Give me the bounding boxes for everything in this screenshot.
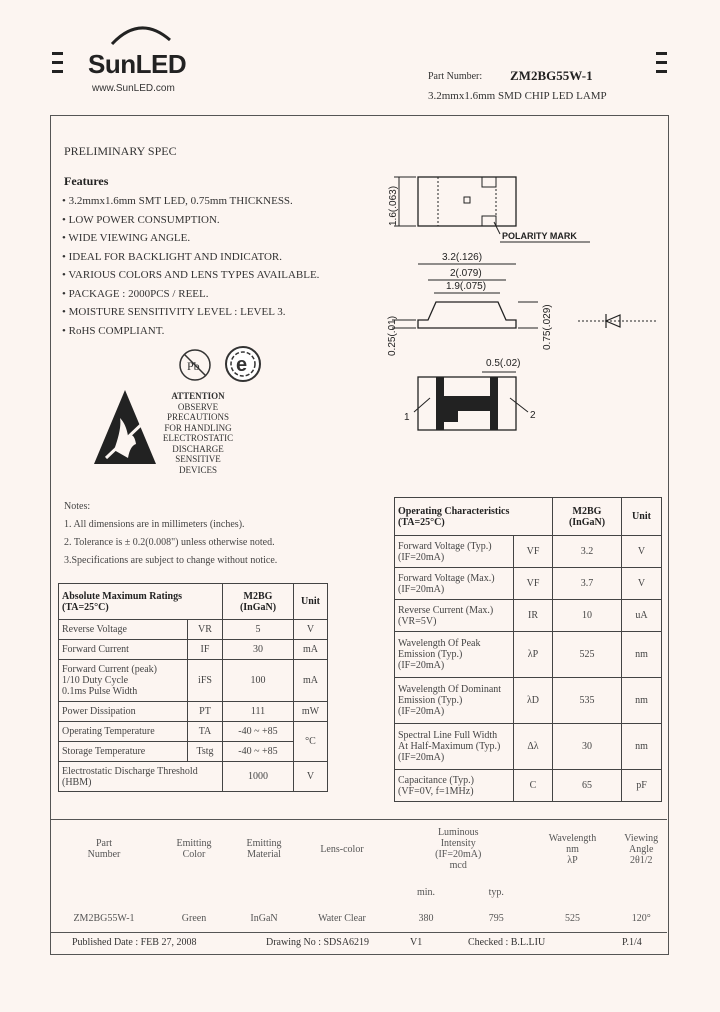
unit: mA bbox=[294, 640, 328, 660]
op-title-line1: Operating Characteristics bbox=[398, 505, 510, 517]
param-line: Forward Current (peak) bbox=[62, 664, 157, 675]
features-list bbox=[62, 192, 319, 340]
esd-line: FOR HANDLING bbox=[164, 422, 232, 433]
col-wave-line: λP bbox=[567, 854, 578, 866]
param-line: Capacitance (Typ.) bbox=[398, 774, 474, 786]
param bbox=[59, 762, 223, 792]
row-min: 380 bbox=[418, 912, 434, 924]
param-line: At Half-Maximum (Typ.) bbox=[398, 741, 501, 752]
param-line: 1/10 Duty Cycle bbox=[62, 675, 129, 686]
abs-col-sub: (InGaN) bbox=[239, 601, 277, 613]
feature-item: • PACKAGE : 2000PCS / REEL. bbox=[62, 285, 319, 304]
col-color-line: Emitting bbox=[176, 838, 212, 849]
eco-rohs-icon bbox=[224, 345, 262, 383]
diode-symbol-icon bbox=[576, 313, 658, 329]
unit: V bbox=[622, 536, 662, 568]
col-lum-line: Luminous bbox=[437, 827, 479, 838]
param: Operating Temperature bbox=[59, 722, 188, 742]
pin-1-label: 1 bbox=[404, 412, 410, 423]
col-part-line: Part bbox=[95, 838, 113, 849]
note-item: 1. All dimensions are in millimeters (inches). bbox=[64, 519, 245, 530]
col-wave-line: Wavelength bbox=[548, 832, 597, 844]
abs-col-label: M2BG bbox=[243, 590, 273, 602]
symbol: TA bbox=[188, 722, 223, 742]
table-row bbox=[52, 908, 666, 928]
logo-swoosh-icon bbox=[110, 20, 172, 46]
param-line: Wavelength Of Peak bbox=[398, 638, 481, 649]
package-drawing bbox=[370, 160, 665, 460]
param: Power Dissipation bbox=[59, 702, 188, 722]
col-lum-line: Intensity bbox=[440, 838, 476, 849]
col-lum-line: mcd bbox=[449, 860, 467, 871]
row-part: ZM2BG55W-1 bbox=[73, 912, 135, 924]
param-line: (VR=5V) bbox=[398, 615, 437, 627]
symbol: Tstg bbox=[188, 742, 223, 762]
pb-text: Pb bbox=[187, 359, 200, 373]
header-bar-left-1 bbox=[52, 52, 63, 55]
param-line: Electrostatic Discharge Threshold bbox=[62, 765, 198, 777]
min-label: min. bbox=[417, 886, 436, 898]
esd-line: ELECTROSTATIC bbox=[162, 433, 234, 443]
param-line: (IF=20mA) bbox=[398, 752, 445, 763]
abs-max-title-line2: (TA=25°C) bbox=[62, 601, 109, 613]
param bbox=[395, 568, 514, 600]
row-color: Green bbox=[181, 912, 207, 924]
part-number-label: Part Number: bbox=[428, 71, 483, 82]
col-material bbox=[232, 822, 296, 876]
unit: V bbox=[622, 568, 662, 600]
col-color bbox=[156, 822, 232, 876]
subtitle: 3.2mmx1.6mm SMD CHIP LED LAMP bbox=[428, 90, 607, 102]
symbol: VF bbox=[514, 536, 553, 568]
dim-3-2: 3.2(.126) bbox=[442, 252, 483, 263]
page-number: P.1/4 bbox=[622, 937, 642, 948]
feature-item: • MOISTURE SENSITIVITY LEVEL : LEVEL 3. bbox=[62, 303, 319, 322]
param-line: Reverse Current (Max.) bbox=[398, 604, 494, 616]
part-table-top-line bbox=[50, 819, 667, 820]
col-view-line: Viewing bbox=[624, 832, 659, 844]
param bbox=[395, 678, 514, 724]
param bbox=[395, 724, 514, 770]
op-char-col-m2bg bbox=[553, 498, 622, 536]
drawing-number: Drawing No : SDSA6219 bbox=[266, 937, 370, 948]
symbol: λD bbox=[514, 678, 553, 724]
unit: pF bbox=[622, 770, 662, 802]
typ-label: typ. bbox=[488, 886, 504, 898]
feature-item: • RoHS COMPLIANT. bbox=[62, 322, 319, 341]
param bbox=[59, 660, 188, 702]
symbol: C bbox=[514, 770, 553, 802]
op-title-line2: (TA=25°C) bbox=[398, 516, 445, 528]
value: 100 bbox=[223, 660, 294, 702]
param-line: (HBM) bbox=[62, 776, 92, 788]
symbol: VR bbox=[188, 620, 223, 640]
value: -40 ~ +85 bbox=[223, 722, 294, 742]
value: 3.2 bbox=[553, 536, 622, 568]
row-lens: Water Clear bbox=[318, 912, 366, 924]
value: 5 bbox=[223, 620, 294, 640]
polarity-label: POLARITY MARK bbox=[502, 231, 577, 241]
feature-item: • VARIOUS COLORS AND LENS TYPES AVAILABLE. bbox=[62, 266, 319, 285]
param: Forward Current bbox=[59, 640, 188, 660]
abs-max-title-line1: Absolute Maximum Ratings bbox=[62, 590, 183, 602]
unit: mW bbox=[294, 702, 328, 722]
row-material: InGaN bbox=[250, 912, 278, 924]
part-table bbox=[52, 822, 666, 928]
abs-max-col-unit: Unit bbox=[294, 584, 328, 620]
feature-item: • 3.2mmx1.6mm SMT LED, 0.75mm THICKNESS. bbox=[62, 192, 319, 211]
abs-max-table bbox=[58, 583, 328, 792]
value: 1000 bbox=[223, 762, 294, 792]
param-line: Spectral Line Full Width bbox=[398, 730, 498, 741]
value: 65 bbox=[553, 770, 622, 802]
param bbox=[395, 770, 514, 802]
op-col-label: M2BG bbox=[572, 505, 602, 517]
value: 3.7 bbox=[553, 568, 622, 600]
row-angle: 120° bbox=[631, 912, 651, 924]
header-bar-left-2 bbox=[52, 61, 63, 64]
symbol: IR bbox=[514, 600, 553, 632]
value: 525 bbox=[553, 632, 622, 678]
esd-line: OBSERVE PRECAUTIONS bbox=[166, 401, 229, 422]
param-line: Forward Voltage (Typ.) bbox=[398, 540, 492, 552]
param-line: (IF=20mA) bbox=[398, 706, 445, 717]
param-line: (IF=20mA) bbox=[398, 551, 445, 563]
symbol: PT bbox=[188, 702, 223, 722]
pin-2-label: 2 bbox=[530, 410, 536, 421]
value: -40 ~ +85 bbox=[223, 742, 294, 762]
param: Reverse Voltage bbox=[59, 620, 188, 640]
dim-0-5: 0.5(.02) bbox=[486, 358, 521, 369]
spec-title: PRELIMINARY SPEC bbox=[64, 144, 177, 158]
unit: °C bbox=[294, 722, 328, 762]
header-bar-right-1 bbox=[656, 52, 667, 55]
col-view-line: Angle bbox=[629, 843, 654, 855]
esd-line: SENSITIVE bbox=[175, 454, 221, 464]
dim-0-25: 0.25(.01) bbox=[387, 315, 398, 356]
note-item: 2. Tolerance is ± 0.2(0.008") unless otherwise noted. bbox=[64, 537, 275, 548]
param-line: Forward Voltage (Max.) bbox=[398, 572, 495, 584]
op-col-sub: (InGaN) bbox=[568, 516, 606, 528]
dim-height: 1.6(.063) bbox=[388, 185, 399, 226]
symbol: IF bbox=[188, 640, 223, 660]
param bbox=[395, 600, 514, 632]
unit: nm bbox=[622, 724, 662, 770]
symbol: iFS bbox=[188, 660, 223, 702]
feature-item: • LOW POWER CONSUMPTION. bbox=[62, 211, 319, 230]
header-bar-left-3 bbox=[52, 70, 63, 73]
abs-max-col-m2bg bbox=[223, 584, 294, 620]
col-material-line: Material bbox=[247, 849, 281, 860]
col-view-line: 2θ1/2 bbox=[629, 854, 653, 866]
param-line: Wavelength Of Dominant bbox=[398, 684, 502, 695]
abs-max-title bbox=[59, 584, 223, 620]
param-line: (IF=20mA) bbox=[398, 583, 445, 595]
col-part-line: Number bbox=[87, 849, 121, 860]
op-char-col-unit: Unit bbox=[622, 498, 662, 536]
unit: nm bbox=[622, 678, 662, 724]
symbol: VF bbox=[514, 568, 553, 600]
esd-line: DEVICES bbox=[179, 464, 217, 475]
value: 30 bbox=[553, 724, 622, 770]
published-date: Published Date : FEB 27, 2008 bbox=[72, 937, 197, 948]
features-title: Features bbox=[64, 174, 109, 188]
value: 10 bbox=[553, 600, 622, 632]
param bbox=[395, 536, 514, 568]
unit: V bbox=[294, 620, 328, 640]
param-line: 0.1ms Pulse Width bbox=[62, 686, 138, 697]
col-lum-line: (IF=20mA) bbox=[435, 849, 482, 860]
notes-title: Notes: bbox=[64, 501, 91, 512]
header-bar-right-3 bbox=[656, 70, 667, 73]
col-part bbox=[52, 822, 156, 876]
notes bbox=[64, 498, 277, 570]
op-char-table bbox=[394, 497, 662, 802]
website: www.SunLED.com bbox=[92, 83, 175, 94]
param-line: (VF=0V, f=1MHz) bbox=[398, 785, 474, 797]
col-luminous bbox=[388, 822, 528, 876]
pb-free-icon bbox=[177, 347, 213, 383]
row-wave: 525 bbox=[564, 912, 580, 924]
header-bar-right-2 bbox=[656, 61, 667, 64]
param bbox=[395, 632, 514, 678]
param: Storage Temperature bbox=[59, 742, 188, 762]
dim-1-9: 1.9(.075) bbox=[446, 281, 487, 292]
unit: uA bbox=[622, 600, 662, 632]
feature-item: • WIDE VIEWING ANGLE. bbox=[62, 229, 319, 248]
version: V1 bbox=[410, 937, 423, 948]
col-color-line: Color bbox=[182, 849, 206, 860]
op-char-title bbox=[395, 498, 553, 536]
note-item: 3.Specifications are subject to change without notice. bbox=[64, 555, 278, 566]
row-typ: 795 bbox=[488, 912, 504, 924]
value: 30 bbox=[223, 640, 294, 660]
unit: V bbox=[294, 762, 328, 792]
unit: nm bbox=[622, 632, 662, 678]
brand-logo: SunLED bbox=[88, 49, 187, 79]
param-line: Emission (Typ.) bbox=[398, 649, 463, 660]
eco-text: e bbox=[236, 354, 248, 376]
param-line: Emission (Typ.) bbox=[398, 695, 463, 706]
symbol: λP bbox=[514, 632, 553, 678]
col-viewing bbox=[616, 822, 666, 876]
unit: mA bbox=[294, 660, 328, 702]
col-lens: Lens-color bbox=[320, 843, 364, 855]
col-wavelength bbox=[528, 822, 616, 876]
value: 111 bbox=[223, 702, 294, 722]
checked-by: Checked : B.L.LIU bbox=[468, 937, 546, 948]
col-material-line: Emitting bbox=[246, 838, 282, 849]
value: 535 bbox=[553, 678, 622, 724]
footer-line bbox=[50, 932, 667, 933]
feature-item: • IDEAL FOR BACKLIGHT AND INDICATOR. bbox=[62, 248, 319, 267]
col-wave-line: nm bbox=[566, 843, 579, 855]
dim-0-75: 0.75(.029) bbox=[542, 304, 553, 350]
symbol: Δλ bbox=[514, 724, 553, 770]
dim-2: 2(.079) bbox=[450, 268, 482, 279]
esd-line: DISCHARGE bbox=[172, 443, 224, 454]
esd-text bbox=[148, 391, 248, 475]
esd-line-attention: ATTENTION bbox=[171, 391, 225, 401]
param-line: (IF=20mA) bbox=[398, 660, 445, 671]
part-number: ZM2BG55W-1 bbox=[510, 68, 593, 83]
